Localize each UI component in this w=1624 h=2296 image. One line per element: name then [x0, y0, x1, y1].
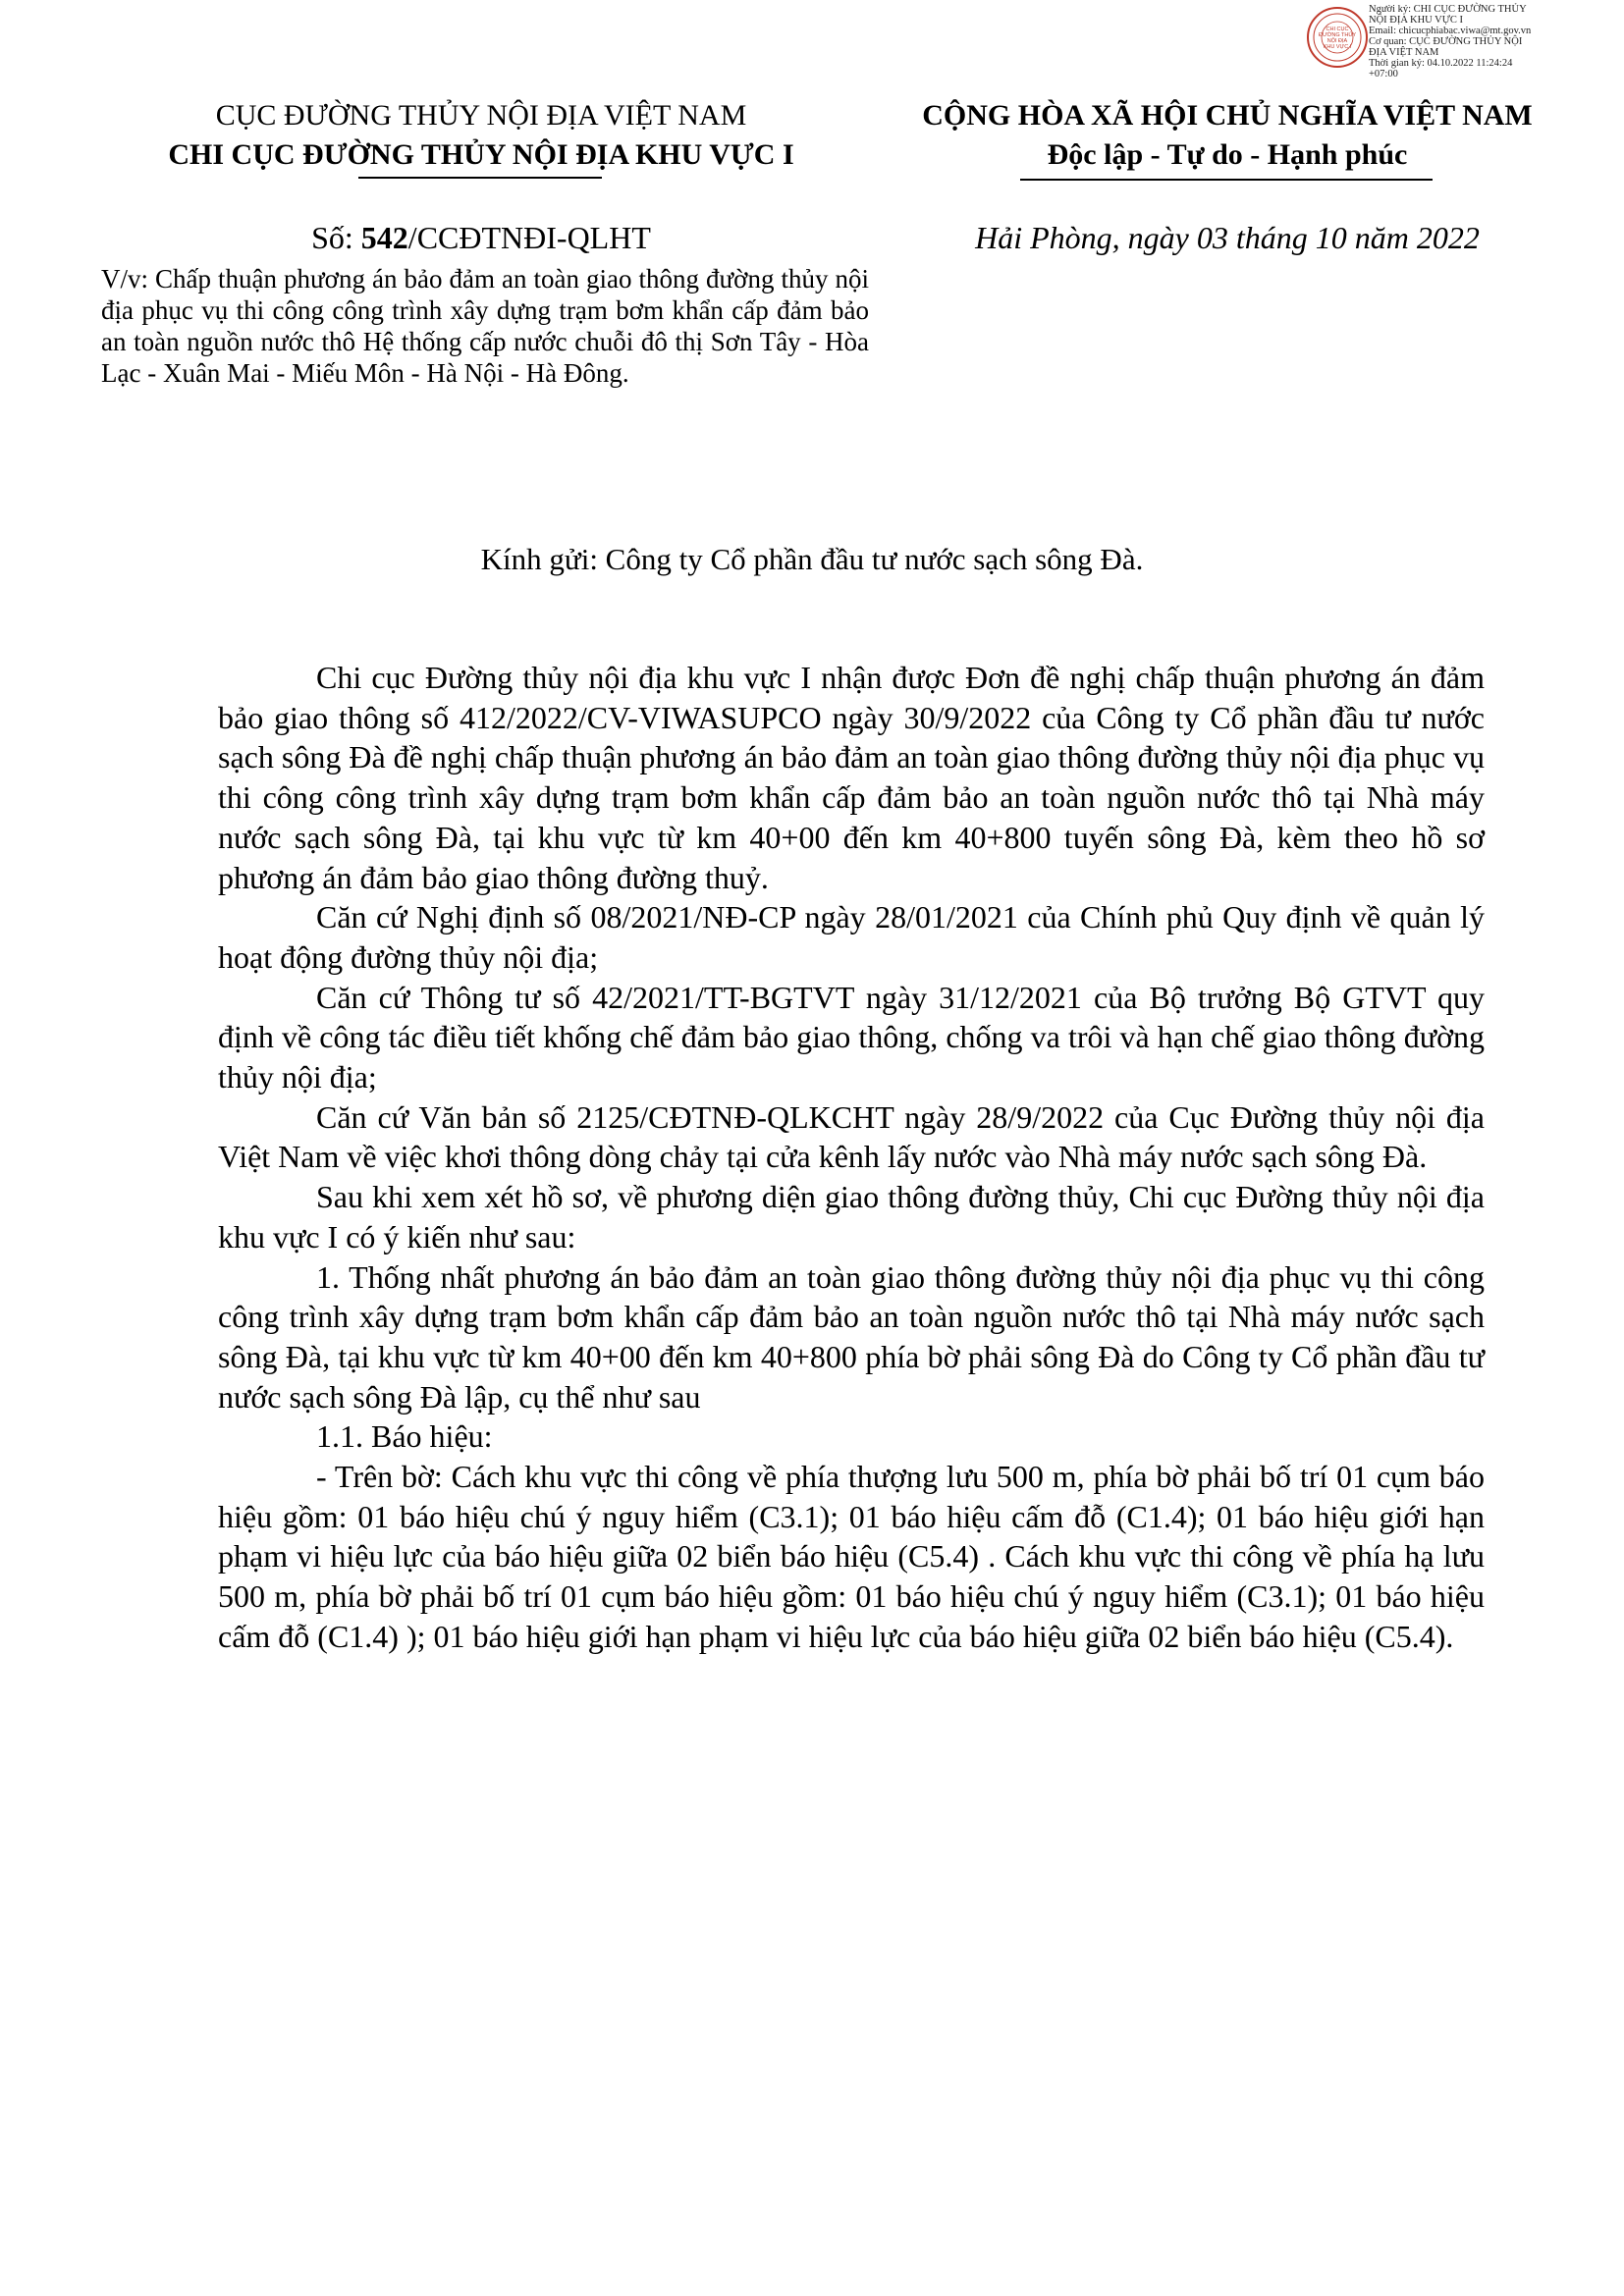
- national-heading-block: [864, 96, 1591, 175]
- parent-agency: CỤC ĐƯỜNG THỦY NỘI ĐỊA VIỆT NAM: [215, 99, 747, 132]
- body-paragraph: 1. Thống nhất phương án bảo đảm an toàn giao thông đường thủy nội địa phục vụ thi công công trình xây dựng trạm bơm khẩn cấp đảm bảo an toàn nguồn nước thô tại Nhà máy nước sạch sông Đà, tại khu vực từ km 40+00 đến km 40+800 phía bờ phải sông Đà do Công ty Cổ phần đầu tư nước sạch sông Đà lập, cụ thể như sau: [218, 1258, 1485, 1415]
- signature-line: Cơ quan: CỤC ĐƯỜNG THỦY NỘI: [1369, 36, 1523, 47]
- national-motto: Độc lập - Tự do - Hạnh phúc: [1047, 138, 1408, 171]
- subject-line: V/v: Chấp thuận phương án bảo đảm an toàn giao thông đường thủy nội địa phục vụ thi công công trình xây dựng trạm bơm khẩn cấp đảm bảo an toàn nguồn nước thô Hệ thống cấp nước chuỗi đô thị Sơn Tây - Hòa Lạc - Xuân Mai - Miếu Môn - Hà Nội - Hà Đông.: [101, 264, 869, 388]
- signature-line: Thời gian ký: 04.10.2022 11:24:24: [1369, 58, 1513, 69]
- signature-line: NỘI ĐỊA KHU VỰC I: [1369, 15, 1464, 26]
- issuing-agency: CHI CỤC ĐƯỜNG THỦY NỘI ĐỊA KHU VỰC I: [168, 138, 794, 171]
- document-body: [218, 658, 1485, 1657]
- seal-text-2: ĐƯỜNG THỦY: [1318, 32, 1357, 38]
- motto-underline: [1020, 179, 1433, 181]
- place-and-date: Hải Phòng, ngày 03 tháng 10 năm 2022: [975, 220, 1480, 255]
- body-paragraph: Căn cứ Văn bản số 2125/CĐTNĐ-QLKCHT ngày 28/9/2022 của Cục Đường thủy nội địa Việt Nam về việc khơi thông dòng chảy tại cửa kênh lấy nước vào Nhà máy nước sạch sông Đà.: [218, 1098, 1485, 1175]
- signature-line: Người ký: CHI CỤC ĐƯỜNG THỦY: [1369, 4, 1527, 15]
- doc-number-suffix: /CCĐTNĐI-QLHT: [407, 220, 651, 255]
- seal-text-1: CHI CỤC: [1326, 27, 1349, 32]
- doc-number-prefix: Số:: [311, 220, 361, 255]
- body-paragraph: Chi cục Đường thủy nội địa khu vực I nhận được Đơn đề nghị chấp thuận phương án đảm bảo giao thông số 412/2022/CV-VIWASUPCO ngày 30/9/2022 của Công ty Cổ phần đầu tư nước sạch sông Đà đề nghị chấp thuận phương án bảo đảm an toàn giao thông đường thủy nội địa phục vụ thi công công trình xây dựng trạm bơm khẩn cấp đảm bảo an toàn nguồn nước thô tại Nhà máy nước sạch sông Đà, tại khu vực từ km 40+00 đến km 40+800 tuyến sông Đà, kèm theo hồ sơ phương án đảm bảo giao thông đường thuỷ.: [218, 660, 1485, 895]
- official-seal-icon: [1306, 6, 1369, 69]
- signature-details: [1369, 4, 1624, 80]
- seal-text-3: NỘI ĐỊA: [1326, 38, 1348, 44]
- recipient-line: Kính gửi: Công ty Cổ phần đầu tư nước sạch sông Đà.: [480, 542, 1144, 576]
- doc-number-value: 542: [360, 220, 408, 255]
- body-paragraph: 1.1. Báo hiệu:: [316, 1418, 493, 1455]
- issuing-agency-block: [108, 96, 854, 175]
- document-number: [108, 218, 854, 257]
- agency-underline: [358, 177, 602, 179]
- seal-text-4: KHU VỰC I: [1323, 44, 1352, 50]
- body-paragraph: - Trên bờ: Cách khu vực thi công về phía thượng lưu 500 m, phía bờ phải bố trí 01 cụm báo hiệu gồm: 01 báo hiệu chú ý nguy hiểm (C3.1); 01 báo hiệu cấm đỗ (C1.4); 01 báo hiệu giới hạn phạm vi hiệu lực của báo hiệu giữa 02 biển báo hiệu (C5.4) . Cách khu vực thi công về phía hạ lưu 500 m, phía bờ phải bố trí 01 cụm báo hiệu gồm: 01 báo hiệu chú ý nguy hiểm (C3.1); 01 báo hiệu cấm đỗ (C1.4) ); 01 báo hiệu giới hạn phạm vi hiệu lực của báo hiệu giữa 02 biển báo hiệu (C5.4).: [218, 1459, 1485, 1654]
- body-paragraph: Căn cứ Nghị định số 08/2021/NĐ-CP ngày 28/01/2021 của Chính phủ Quy định về quản lý hoạt động đường thủy nội địa;: [218, 899, 1485, 975]
- body-paragraph: Căn cứ Thông tư số 42/2021/TT-BGTVT ngày 31/12/2021 của Bộ trưởng Bộ GTVT quy định về công tác điều tiết khống chế đảm bảo giao thông, chống va trôi và hạn chế giao thông đường thủy nội địa;: [218, 979, 1485, 1095]
- national-title: CỘNG HÒA XÃ HỘI CHỦ NGHĨA VIỆT NAM: [922, 99, 1533, 132]
- signature-line: Email: chicucphiabac.viwa@mt.gov.vn: [1369, 26, 1532, 36]
- signature-line: +07:00: [1369, 69, 1398, 80]
- signature-line: ĐỊA VIỆT NAM: [1369, 47, 1439, 58]
- body-paragraph: Sau khi xem xét hồ sơ, về phương diện giao thông đường thủy, Chi cục Đường thủy nội địa khu vực I có ý kiến như sau:: [218, 1179, 1485, 1255]
- digital-signature: [1306, 4, 1620, 80]
